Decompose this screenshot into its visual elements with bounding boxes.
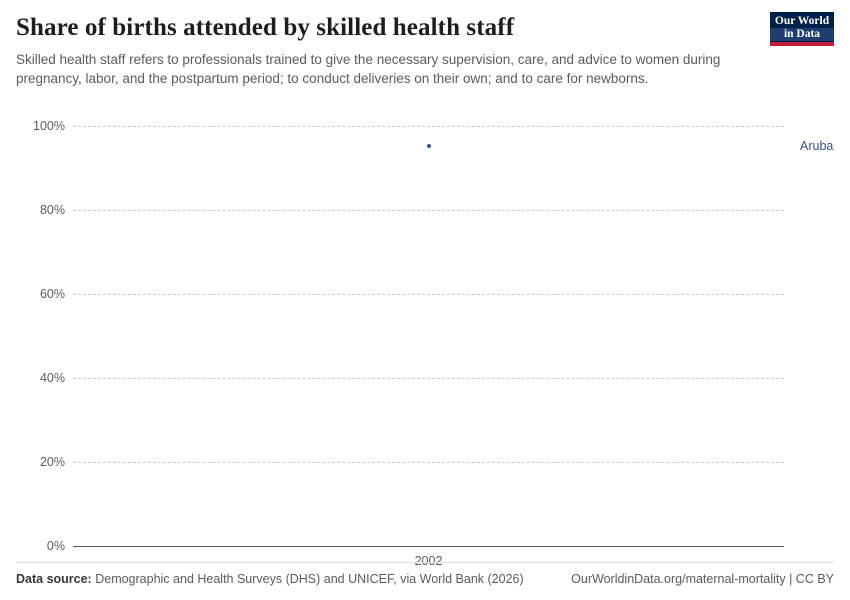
plot-region[interactable] bbox=[33, 119, 834, 568]
y-axis-tick-label: 60% bbox=[39, 287, 65, 301]
chart-header bbox=[16, 14, 834, 89]
our-world-in-data-logo[interactable] bbox=[770, 12, 834, 46]
gridline bbox=[73, 210, 784, 211]
y-axis-tick-label: 80% bbox=[39, 203, 65, 217]
logo-line-1: Our World bbox=[774, 15, 830, 27]
gridline bbox=[73, 294, 784, 295]
x-axis-line bbox=[73, 546, 784, 547]
chart-footer bbox=[16, 562, 834, 586]
chart-subtitle: Skilled health staff refers to professionals trained to give the necessary supervision, care, and advice to women during pregnancy, labor, and the postpartum period; to conduct deliveries on their own; and to care for newborns. bbox=[16, 51, 721, 87]
gridline bbox=[73, 378, 784, 379]
logo-line-2: in Data bbox=[770, 28, 834, 41]
chart-area bbox=[16, 116, 834, 568]
gridline bbox=[73, 126, 784, 127]
data-source-label: Data source: bbox=[16, 572, 92, 586]
y-axis-tick-label: 100% bbox=[33, 119, 65, 133]
data-source bbox=[16, 572, 524, 586]
y-axis-tick-label: 20% bbox=[39, 455, 65, 469]
gridline bbox=[73, 462, 784, 463]
attribution[interactable]: OurWorldinData.org/maternal-mortality | CC BY bbox=[571, 572, 834, 586]
data-point[interactable] bbox=[427, 144, 431, 148]
page-title: Share of births attended by skilled health staff bbox=[16, 14, 515, 41]
x-axis-tick-label: 2002 bbox=[414, 554, 443, 568]
y-axis-tick-label: 0% bbox=[46, 539, 65, 553]
data-source-text: Demographic and Health Surveys (DHS) and UNICEF, via World Bank (2026) bbox=[95, 572, 524, 586]
series-label[interactable]: Aruba bbox=[800, 139, 834, 154]
y-axis-tick-label: 40% bbox=[39, 371, 65, 385]
